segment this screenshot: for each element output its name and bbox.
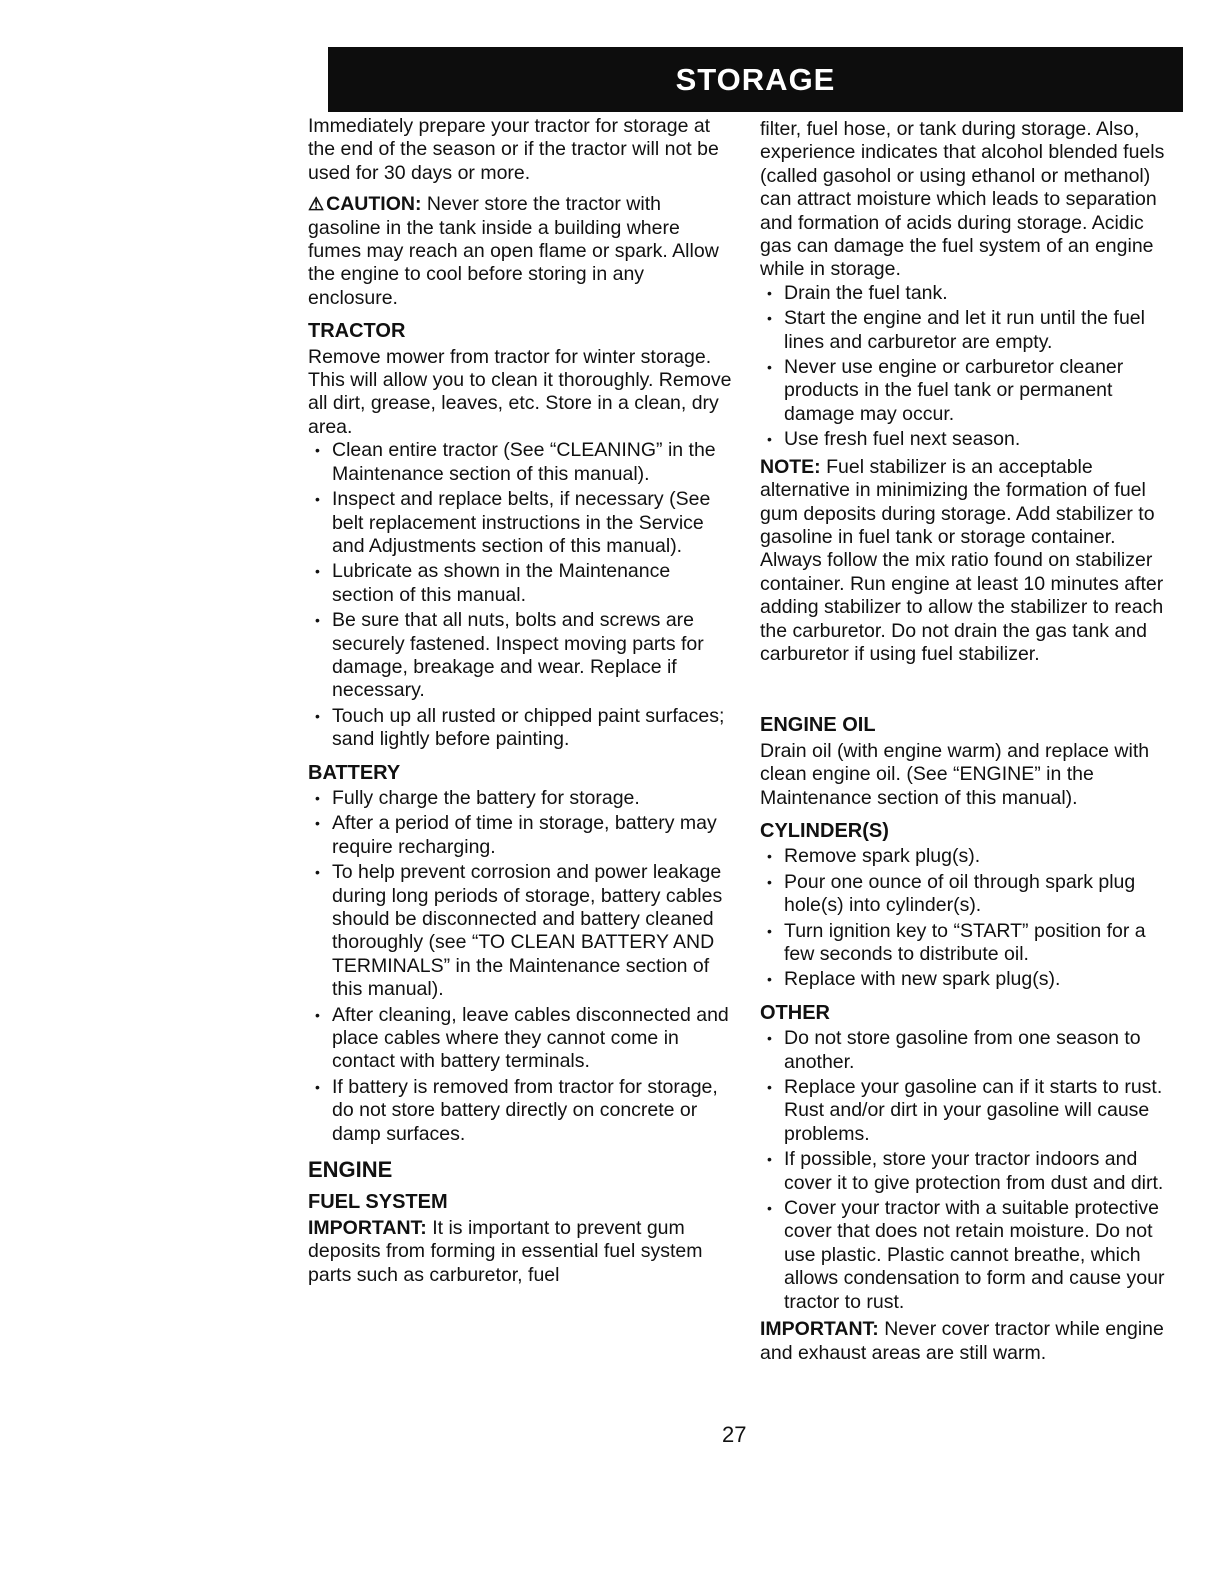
- list-item: • Do not store gasoline from one season to another.: [767, 1027, 1141, 1073]
- list-item: • Replace with new spark plug(s).: [767, 968, 1061, 991]
- list-item: • Pour one ounce of oil through spark plug hole(s) into cylinder(s).: [767, 870, 1136, 917]
- list-item: • Use fresh fuel next season.: [767, 428, 1021, 451]
- important-label: IMPORTANT:: [308, 1216, 427, 1239]
- battery-heading: BATTERY: [308, 761, 401, 784]
- caution-text: Never store the tractor with gasoline in the tank inside a building where fumes may reach an open flame or spark. Allow the engine to cool before storing in any enclosure.: [308, 193, 719, 309]
- other-heading: OTHER: [760, 1001, 830, 1024]
- note-label: NOTE:: [760, 455, 821, 478]
- caution-paragraph: [308, 193, 732, 310]
- list-item: • Cover your tractor with a suitable protective cover that does not retain moisture. Do not use plastic. Plastic cannot breathe, which allows condensation to form and cause your tractor to rust.: [767, 1197, 1165, 1313]
- tractor-bullet-list: [308, 439, 732, 751]
- cylinders-bullet-list: [760, 845, 1172, 991]
- note-text: Fuel stabilizer is an acceptable alternative in minimizing the formation of fuel gum deposits during storage. Add stabilizer to gasoline in fuel tank or storage container. Always follow the mix ratio found on stabilizer container. Run engine at least 10 minutes after adding stabilizer to allow the stabilizer to reach the carburetor. Do not drain the gas tank and carburetor if using fuel stabilizer.: [760, 455, 1164, 665]
- fuel-system-heading: FUEL SYSTEM: [308, 1191, 448, 1214]
- important-label: IMPORTANT:: [760, 1318, 879, 1341]
- list-item: • Fully charge the battery for storage.: [315, 786, 640, 809]
- list-item: • Be sure that all nuts, bolts and screws are securely fastened. Inspect moving parts for damage, breakage and wear. Replace if necessary.: [315, 609, 704, 702]
- fuel-important-text: It is important to prevent gum deposits from forming in essential fuel system parts such as carburetor, fuel: [308, 1216, 703, 1286]
- fuel-continued-paragraph: filter, fuel hose, or tank during storage. Also, experience indicates that alcohol blended fuels (called gasohol or using ethanol or methanol) can attract moisture which leads to separation and formation of acids during storage. Acidic gas can damage the fuel system of an engine while in storage.: [760, 118, 1165, 281]
- warning-triangle-icon: ⚠: [308, 194, 325, 215]
- list-item: • Touch up all rusted or chipped paint surfaces; sand lightly before painting.: [315, 704, 725, 751]
- cylinders-heading: CYLINDER(S): [760, 819, 889, 842]
- fuel-bullet-list: [760, 282, 1172, 452]
- list-item: • Never use engine or carburetor cleaner products in the fuel tank or permanent damage may occur.: [767, 356, 1124, 425]
- list-item: • After a period of time in storage, battery may require recharging.: [315, 812, 717, 858]
- note-paragraph: [760, 456, 1172, 667]
- right-column: [760, 118, 1172, 1373]
- page-number: 27: [722, 1422, 747, 1447]
- list-item: • If possible, store your tractor indoors and cover it to give protection from dust and dirt.: [767, 1148, 1164, 1194]
- engine-oil-heading: ENGINE OIL: [760, 714, 876, 737]
- list-item: • Turn ignition key to “START” position for a few seconds to distribute oil.: [767, 919, 1146, 965]
- fuel-important-paragraph: [308, 1217, 732, 1287]
- engine-heading: ENGINE: [308, 1157, 393, 1183]
- engine-oil-paragraph: Drain oil (with engine warm) and replace with clean engine oil. (See “ENGINE” in the Maintenance section of this manual).: [760, 739, 1150, 809]
- list-item: • Start the engine and let it run until the fuel lines and carburetor are empty.: [767, 307, 1145, 353]
- tractor-paragraph: Remove mower from tractor for winter storage. This will allow you to clean it thoroughly. Remove all dirt, grease, leaves, etc. Store in a clean, dry area.: [308, 345, 732, 438]
- tractor-heading: TRACTOR: [308, 320, 406, 343]
- battery-bullet-list: [308, 787, 732, 1146]
- page-banner-title: STORAGE: [328, 47, 1183, 112]
- list-item: • Clean entire tractor (See “CLEANING” in the Maintenance section of this manual).: [315, 439, 716, 485]
- intro-paragraph: Immediately prepare your tractor for storage at the end of the season or if the tractor will not be used for 30 days or more.: [308, 115, 719, 184]
- list-item: • Inspect and replace belts, if necessary (See belt replacement instructions in the Service and Adjustments section of this manual).: [315, 488, 711, 557]
- list-item: • Lubricate as shown in the Maintenance section of this manual.: [315, 560, 671, 606]
- caution-label: CAUTION:: [326, 193, 422, 216]
- other-bullet-list: [760, 1027, 1172, 1314]
- list-item: • After cleaning, leave cables disconnected and place cables where they cannot come in contact with battery terminals.: [315, 1003, 729, 1073]
- list-item: • To help prevent corrosion and power leakage during long periods of storage, battery cables should be disconnected and battery cleaned thoroughly (see “TO CLEAN BATTERY AND TERMINALS” in the Maintenance section of this manual).: [315, 861, 723, 1001]
- important-paragraph: [760, 1318, 1172, 1365]
- list-item: • If battery is removed from tractor for storage, do not store battery directly on concrete or damp surfaces.: [315, 1075, 718, 1145]
- section-spacer: [760, 674, 1172, 704]
- list-item: • Drain the fuel tank.: [767, 281, 948, 304]
- left-column: [308, 115, 732, 1295]
- important-text: Never cover tractor while engine and exhaust areas are still warm.: [760, 1318, 1164, 1364]
- list-item: • Remove spark plug(s).: [767, 845, 981, 868]
- list-item: • Replace your gasoline can if it starts to rust. Rust and/or dirt in your gasoline will cause problems.: [767, 1076, 1163, 1145]
